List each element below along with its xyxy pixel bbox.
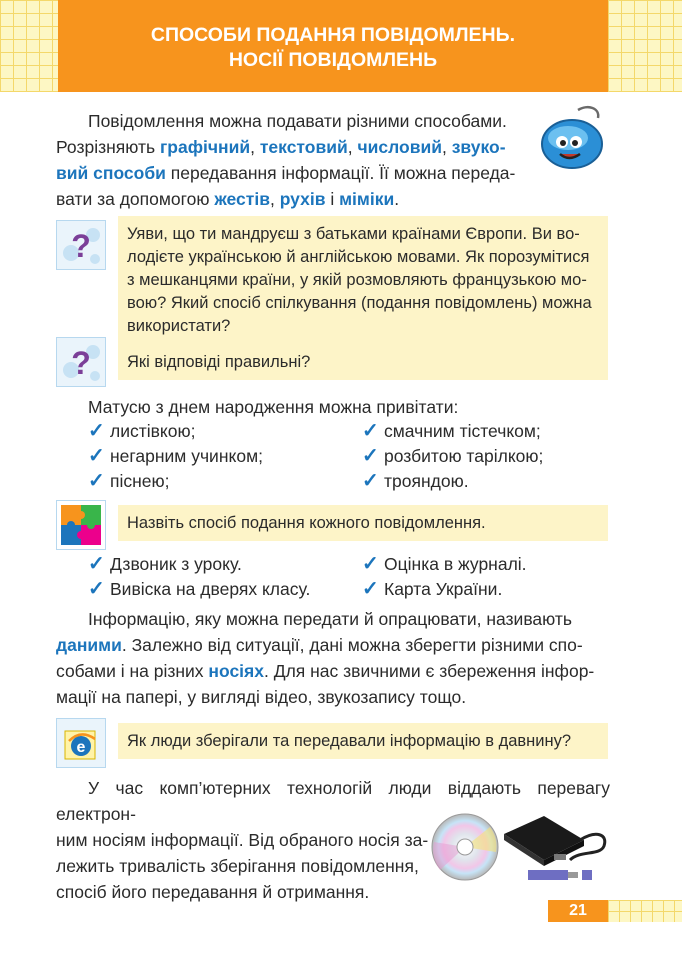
keyword-text: текстовий [259, 137, 348, 157]
list-item: ✓ Оцінка в журналі. [362, 553, 527, 575]
checkmark-icon: ✓ [88, 553, 105, 575]
messages-left [88, 552, 310, 602]
decorative-grid-left [0, 0, 58, 92]
svg-text:?: ? [71, 228, 91, 264]
keyword-sound: звуко- [451, 137, 506, 157]
final-line-2: ним носіям інформації. Від обраного носія за- [56, 830, 429, 850]
checkmark-icon: ✓ [88, 470, 105, 492]
list-item: ✓ трояндою. [362, 470, 469, 492]
list-item: ✓ негарним учинком; [88, 445, 263, 467]
svg-text:e: e [76, 739, 86, 756]
page-number: 21 [548, 900, 608, 922]
checkmark-icon: ✓ [362, 553, 379, 575]
list-item: ✓ Вивіска на дверях класу. [88, 578, 311, 600]
intro-line-1: Повідомлення можна подавати різними способами. [88, 111, 507, 131]
checkmark-icon: ✓ [88, 578, 105, 600]
task-box-ancient-times: Як люди зберігали та передавали інформацію в давнину? [118, 723, 608, 759]
question-icon [56, 337, 106, 387]
final-line-4: спосіб його передавання й отримання. [56, 882, 370, 902]
list-item: ✓ смачним тістечком; [362, 420, 541, 442]
internet-explorer-icon [56, 718, 106, 768]
svg-text:?: ? [71, 345, 91, 381]
checkmark-icon: ✓ [362, 445, 379, 467]
keyword-data: даними [56, 635, 122, 655]
checkmark-icon: ✓ [362, 578, 379, 600]
data-line-4: мації на папері, у вигляді відео, звукозапису тощо. [56, 687, 467, 707]
checkmark-icon: ✓ [88, 445, 105, 467]
list-item: ✓ листівкою; [88, 420, 196, 442]
birthday-intro: Матусю з днем народження можна привітати: [88, 397, 459, 417]
keyword-graphic: графічний [159, 137, 251, 157]
puzzle-icon [56, 500, 106, 550]
birthday-options-right [362, 419, 543, 494]
keyword-movements: рухів [279, 189, 326, 209]
keyword-gestures: жестів [214, 189, 270, 209]
intro-paragraph [56, 108, 528, 212]
list-item: ✓ піснею; [88, 470, 170, 492]
title-line-2: НОСІЇ ПОВІДОМЛЕНЬ [228, 49, 438, 71]
data-line-1: Інформацію, яку можна передати й опрацювати, називають [88, 609, 573, 629]
decorative-grid-footer [608, 900, 682, 922]
keyword-numeric: числовий [357, 137, 442, 157]
final-line-1: У час комп’ютерних технологій люди віддають перевагу електрон- [56, 778, 610, 824]
list-item: ✓ Карта України. [362, 578, 503, 600]
computer-mouse-illustration [538, 104, 610, 176]
intro-line-4: вати за допомогою жестів, рухів і міміки. [56, 189, 400, 209]
keyword-carriers: носіях [208, 661, 264, 681]
checkmark-icon: ✓ [88, 420, 105, 442]
task-box-correct-answers: Які відповіді правильні? [118, 344, 608, 380]
external-drive-illustration [500, 810, 610, 882]
list-item: ✓ Дзвоник з уроку. [88, 553, 242, 575]
title-line-1: СПОСОБИ ПОДАННЯ ПОВІДОМЛЕНЬ. [150, 24, 516, 46]
birthday-options-left [88, 419, 263, 494]
intro-line-3: вий способи передавання інформації. Її можна переда- [56, 163, 516, 183]
decorative-grid-right [608, 0, 682, 92]
checkmark-icon: ✓ [362, 470, 379, 492]
data-line-2: даними. Залежно від ситуації, дані можна зберегти різними спо- [56, 635, 583, 655]
checkmark-icon: ✓ [362, 420, 379, 442]
data-paragraph [56, 606, 608, 710]
task-box-name-method: Назвіть спосіб подання кожного повідомлення. [118, 505, 608, 541]
data-line-3: собами і на різних носіях. Для нас звичними є збереження інфор- [56, 661, 595, 681]
page-title [58, 0, 608, 92]
keyword-facial: міміки [339, 189, 395, 209]
intro-line-2: Розрізняють графічний, текстовий, числовий, звуко- [56, 137, 506, 157]
final-line-3: лежить тривалість зберігання повідомлення, [56, 856, 419, 876]
question-icon [56, 220, 106, 270]
task-box-europe: Уяви, що ти мандруєш з батьками країнами Європи. Ви во- лодієте українською й англійською мовами. Як порозумітися з мешканцями країни, у якій розмовляють французькою мо- вою? Який спосіб спілкування (подання повідомлень) можна використати? [118, 216, 608, 345]
compact-disc-illustration [430, 812, 500, 882]
messages-right [362, 552, 527, 602]
list-item: ✓ розбитою тарілкою; [362, 445, 544, 467]
